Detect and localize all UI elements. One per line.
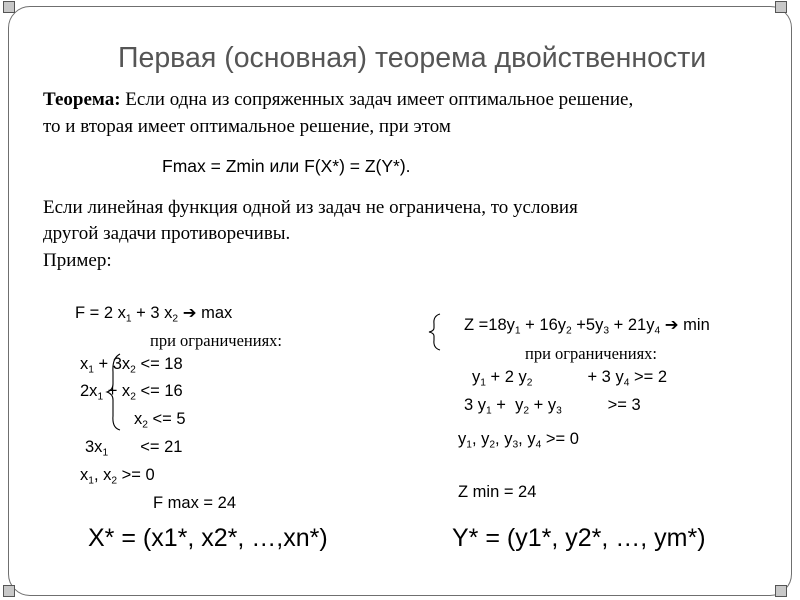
primal-constraint-3: $x_2 <= 5$: [134, 410, 186, 431]
theorem-line-1: [43, 89, 633, 111]
bottom-right-handle: [775, 585, 787, 597]
bottom-left-handle: [3, 585, 15, 597]
duality-formula: Fmax = Zmin или F(X*) = Z(Y*).: [162, 156, 411, 176]
primal-objective: F = 2 $x_1 + 3$ $x_2$ ➔ max: [75, 304, 233, 325]
primal-constraint-4: $3x_1$ <= 21: [85, 438, 183, 459]
primal-constraint-1: $x_1 + 3x_2 <= 18$: [80, 355, 183, 376]
note-line-1: Если линейная функция одной из задач не ограничена, то условия: [43, 197, 578, 218]
primal-constraint-2: $2x_1 + x_2 <= 16$: [80, 382, 183, 403]
example-label: Пример:: [43, 250, 112, 271]
slide-title: Первая (основная) теорема двойственности: [118, 42, 707, 74]
dual-objective: $Z =18y_1 + 16y_2 +5y_3 + 21y_4$ ➔ min: [464, 316, 710, 337]
primal-constraints-label: при ограничениях:: [150, 331, 282, 350]
primal-direction: max: [201, 304, 233, 322]
theorem-text-1: Если одна из сопряженных задач имеет оптимальное решение,: [120, 89, 634, 110]
dual-result: Z min = 24: [458, 483, 537, 501]
dual-brace: [426, 312, 452, 352]
top-left-handle: [3, 1, 15, 13]
dual-constraints-label: при ограничениях:: [525, 344, 657, 363]
dual-solution: Y* = (y1*, y2*, …, ym*): [452, 524, 706, 552]
dual-constraint-1: $y_1 + 2$ $y_2$ + 3 $y_4 >= 2$: [472, 368, 668, 389]
note-line-2: другой задачи противоречивы.: [43, 223, 291, 244]
primal-result: F max = 24: [153, 494, 236, 512]
theorem-line-2: то и вторая имеет оптимальное решение, при этом: [43, 116, 451, 137]
primal-nonnegativity: $x_1$, $x_2 >= 0$: [80, 466, 155, 487]
dual-constraint-2: 3 $y_1 + y_2 + y_3$ >= 3: [464, 396, 641, 417]
top-right-handle: [775, 1, 787, 13]
primal-brace: [104, 352, 134, 432]
dual-direction: min: [683, 316, 710, 334]
theorem-label: Теорема:: [43, 89, 121, 110]
dual-nonnegativity: $y_1$, $y_2$, $y_3$, $y_4 >= 0$: [458, 430, 579, 451]
primal-solution: X* = (x1*, x2*, …,xn*): [88, 524, 328, 552]
